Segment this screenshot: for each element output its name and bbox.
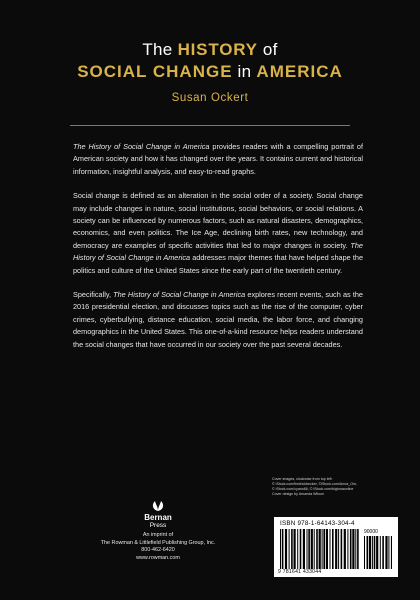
barcode-bars: [280, 529, 360, 569]
paragraph-text: provides readers with a compelling portrait of American society and how it has changed over the years. It contains current and historical information, insightful analysis, and easy-to-read graphs.: [73, 142, 364, 176]
title-history: HISTORY: [177, 40, 258, 59]
credit-line: © iStock.com/fredrickbecker, ©iStock.com/Anna_Om,: [272, 482, 357, 486]
publisher-phone: 800-462-6420: [141, 547, 175, 553]
book-description: [73, 141, 363, 363]
barcode-addon: 90000: [364, 529, 378, 535]
credit-line: Cover images, clockwise from top left:: [272, 477, 333, 481]
title-america: AMERICA: [256, 62, 343, 81]
title-in: in: [232, 62, 257, 81]
leaf-icon: [149, 500, 167, 512]
title-social-change: SOCIAL CHANGE: [77, 62, 233, 81]
imprint-line: The Rowman & Littlefield Publishing Group, Inc.: [100, 539, 216, 546]
description-paragraph-3: [73, 289, 363, 351]
imprint-info: [78, 532, 238, 562]
paragraph-text: Specifically,: [73, 290, 114, 300]
book-title-italic: The History of Social Change in America: [73, 142, 210, 151]
paragraph-text: Social change is defined as an alteration in the social order of a society. Social change may include changes in nature, social institutions, social behaviors, or social relations. A society can be influenced by numerous factors, such as natural disasters, demographics, economics, and even politics. The Ice Age, declining birth rates, new technology, and democracy are examples of specific activities that led to major changes in society.: [73, 191, 363, 250]
publisher-website: www.rowman.com: [136, 554, 180, 561]
title-line-1: [0, 40, 420, 60]
imprint-line: An imprint of: [142, 532, 174, 538]
header-divider: [70, 125, 350, 126]
author-name: Susan Ockert: [171, 92, 249, 104]
cover-credits: [272, 477, 412, 497]
ean-digits: 9 781641 433044: [278, 569, 322, 575]
credit-line: Cover design by Amanda Wilson: [272, 492, 324, 496]
book-title-italic: The History of Social Change in America: [113, 290, 246, 300]
paragraph-text: addresses major themes that have helped shape the politics and culture of the United States since the early part of the twentieth century.: [73, 253, 364, 275]
paragraph-text: explores recent events, such as the 2016 presidential election, and discusses topics such as the rise of the computer, cyber crimes, cyberbullying, distance education, social media, the labor force, and changing demographics in the United States. This one-of-a-kind resource helps readers understand the social changes that have occurred in our society over the past several decades.: [73, 290, 363, 349]
publisher-press: Press: [149, 522, 167, 529]
cover-header: [0, 40, 420, 104]
description-paragraph-2: [73, 190, 363, 277]
description-paragraph-1: [73, 141, 363, 178]
isbn-barcode: [274, 517, 398, 577]
publisher-logo: [78, 500, 238, 529]
book-title-italic: The History of Social Change in America: [73, 240, 363, 263]
addon-bars: [364, 536, 392, 569]
isbn-number: ISBN 978-1-64143-304-4: [280, 520, 355, 527]
title-prefix: The: [142, 40, 178, 59]
publisher-block: [78, 500, 238, 562]
credit-line: © iStock.com/cyano66, © iStock.com/bigtunaonline: [272, 487, 354, 491]
publisher-name: Bernan: [144, 513, 172, 522]
title-of: of: [257, 40, 278, 59]
title-line-2: [0, 62, 420, 82]
